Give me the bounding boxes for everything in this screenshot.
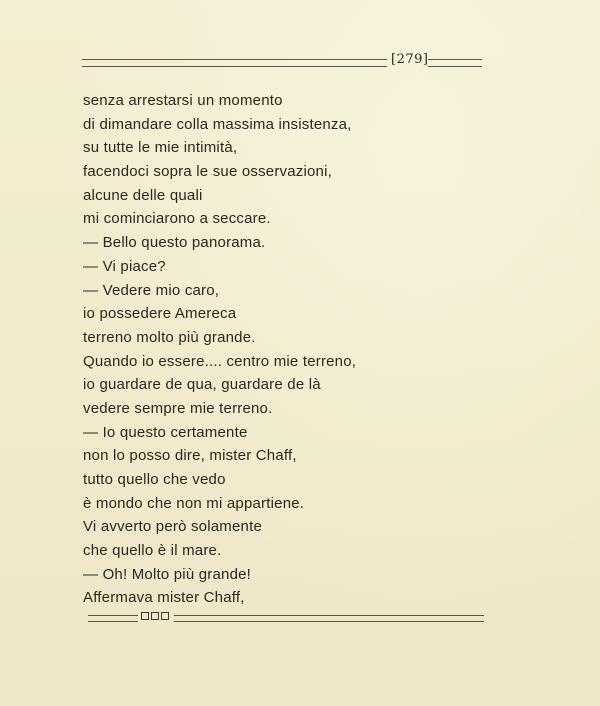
text-line: vedere sempre mie terreno. [83,399,273,417]
page-body-text [83,89,403,610]
text-line: — Bello questo panorama. [83,234,266,252]
text-line: Vi avverto però solamente [83,518,262,536]
text-line: io possedere Amereca [83,305,237,323]
square-ornament-icon [151,612,159,620]
header-rule [82,52,482,72]
header-rule-right [428,59,482,67]
text-line: io guardare de qua, guardare de là [83,376,321,394]
header-rule-left [82,59,387,67]
footer-rule [88,612,484,626]
triple-square-ornament-icon [141,612,169,620]
text-line: — Oh! Molto più grande! [83,565,252,583]
text-line: — Vedere mio caro, [83,281,220,299]
text-line: su tutte le mie intimità, [83,139,238,157]
text-line: mi cominciarono a seccare. [83,210,271,228]
text-line: senza arrestarsi un momento [83,92,283,109]
text-line: terreno molto più grande. [83,328,256,346]
text-line: di dimandare colla massima insistenza, [83,115,352,133]
text-line: — Vi piace? [83,257,166,275]
text-line: non lo posso dire, mister Chaff, [83,447,297,465]
text-line: facendoci sopra le sue osservazioni, [83,163,333,181]
text-line: alcune delle quali [83,186,203,204]
text-line: Quando io essere.... centro mie terreno, [83,352,357,370]
text-line: — Io questo certamente [83,423,248,441]
text-line: tutto quello che vedo [83,471,226,488]
text-line: che quello è il mare. [83,542,222,560]
text-line: Affermava mister Chaff, [83,589,245,607]
square-ornament-icon [161,612,169,620]
page-number: [279] [391,52,429,67]
square-ornament-icon [141,612,149,620]
text-line: è mondo che non mi appartiene. [83,494,305,512]
footer-rule-right [174,615,484,622]
footer-rule-left [88,615,138,622]
